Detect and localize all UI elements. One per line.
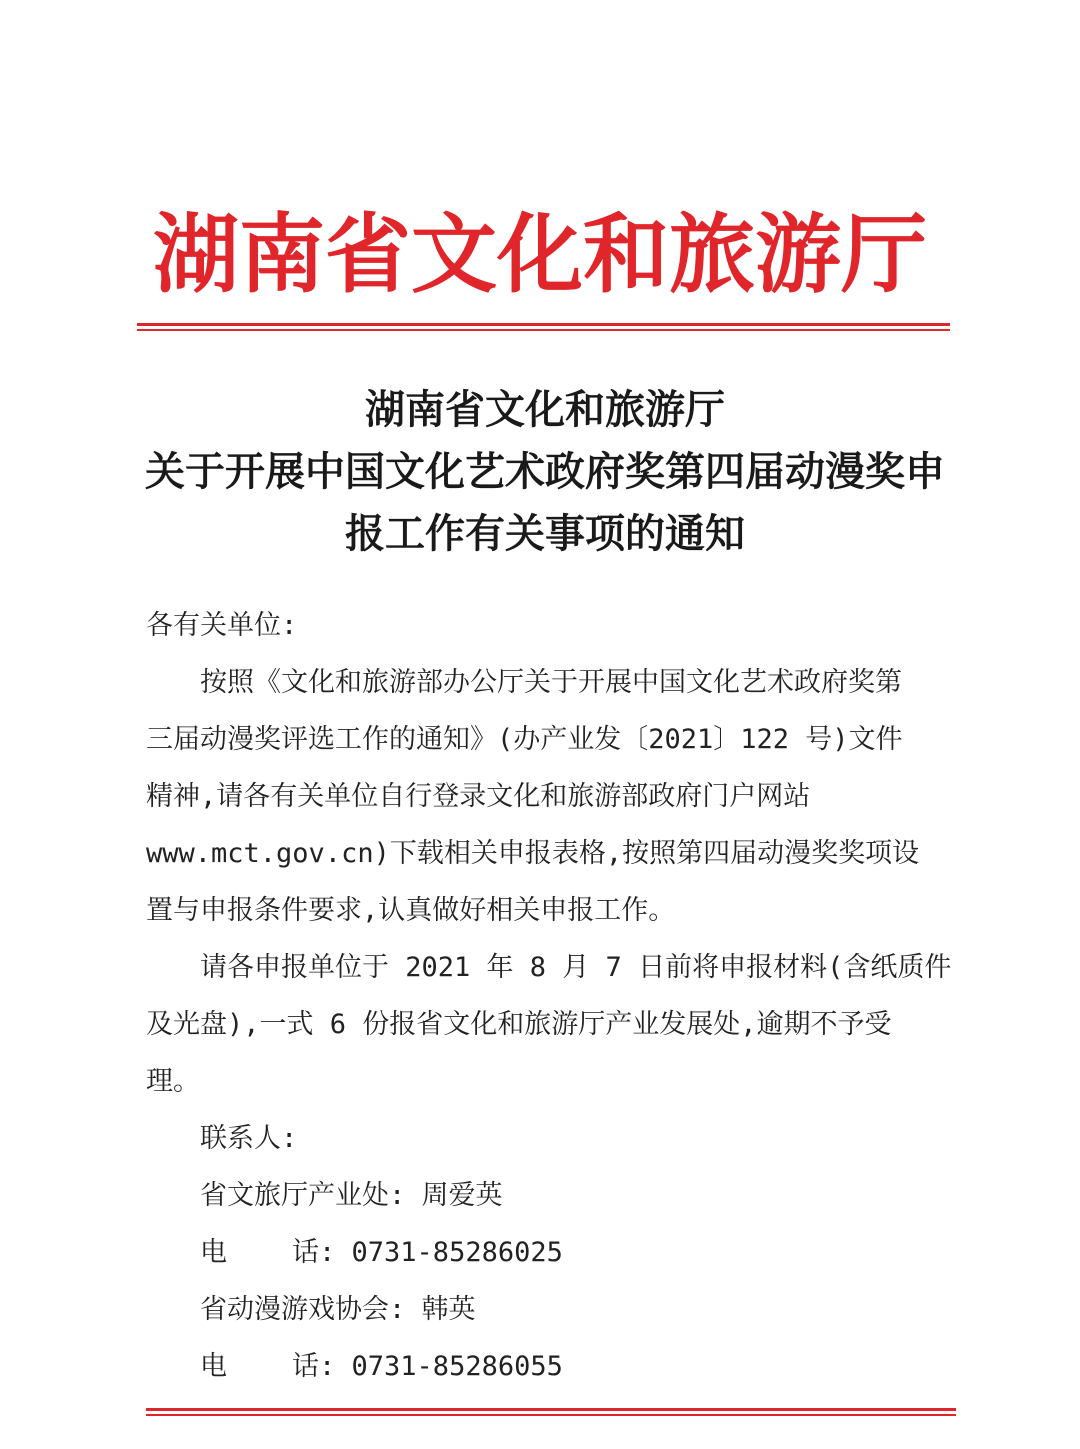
contact-1-phone: 电 话: 0731-85286025 bbox=[200, 1237, 563, 1268]
letterhead-rule-thin bbox=[137, 329, 950, 331]
contact-2-phone: 电 话: 0731-85286055 bbox=[200, 1351, 563, 1382]
contact-2-name: 省动漫游戏协会: 韩英 bbox=[200, 1294, 476, 1325]
contact-heading: 联系人: bbox=[200, 1123, 298, 1154]
notice-title-line-1: 湖南省文化和旅游厅 bbox=[365, 386, 725, 433]
paragraph-1-line-5: 置与申报条件要求,认真做好相关申报工作。 bbox=[146, 895, 676, 926]
paragraph-1-line-1: 按照《文化和旅游部办公厅关于开展中国文化艺术政府奖第 bbox=[200, 667, 902, 698]
paragraph-1-line-2: 三届动漫奖评选工作的通知》(办产业发〔2021〕122 号)文件 bbox=[146, 724, 903, 755]
letterhead-rule-thick bbox=[137, 323, 950, 326]
paragraph-2-line-2: 及光盘),一式 6 份报省文化和旅游厅产业发展处,逾期不予受 bbox=[146, 1009, 892, 1040]
paragraph-2-line-3: 理。 bbox=[146, 1066, 200, 1097]
paragraph-1-line-4: www.mct.gov.cn)下载相关申报表格,按照第四届动漫奖奖项设 bbox=[146, 838, 920, 869]
footer-rule-thick bbox=[146, 1408, 956, 1411]
notice-title-line-3: 报工作有关事项的通知 bbox=[345, 510, 745, 557]
paragraph-2-line-1: 请各申报单位于 2021 年 8 月 7 日前将申报材料(含纸质件 bbox=[200, 952, 952, 983]
paragraph-1-line-3: 精神,请各有关单位自行登录文化和旅游部政府门户网站 bbox=[146, 781, 811, 812]
contact-1-name: 省文旅厅产业处: 周爱英 bbox=[200, 1180, 503, 1211]
letterhead-org-name: 湖南省文化和旅游厅 bbox=[153, 205, 927, 305]
salutation: 各有关单位: bbox=[146, 610, 298, 641]
footer-rule-thin bbox=[146, 1414, 956, 1416]
notice-title-line-2: 关于开展中国文化艺术政府奖第四届动漫奖申 bbox=[145, 448, 945, 495]
